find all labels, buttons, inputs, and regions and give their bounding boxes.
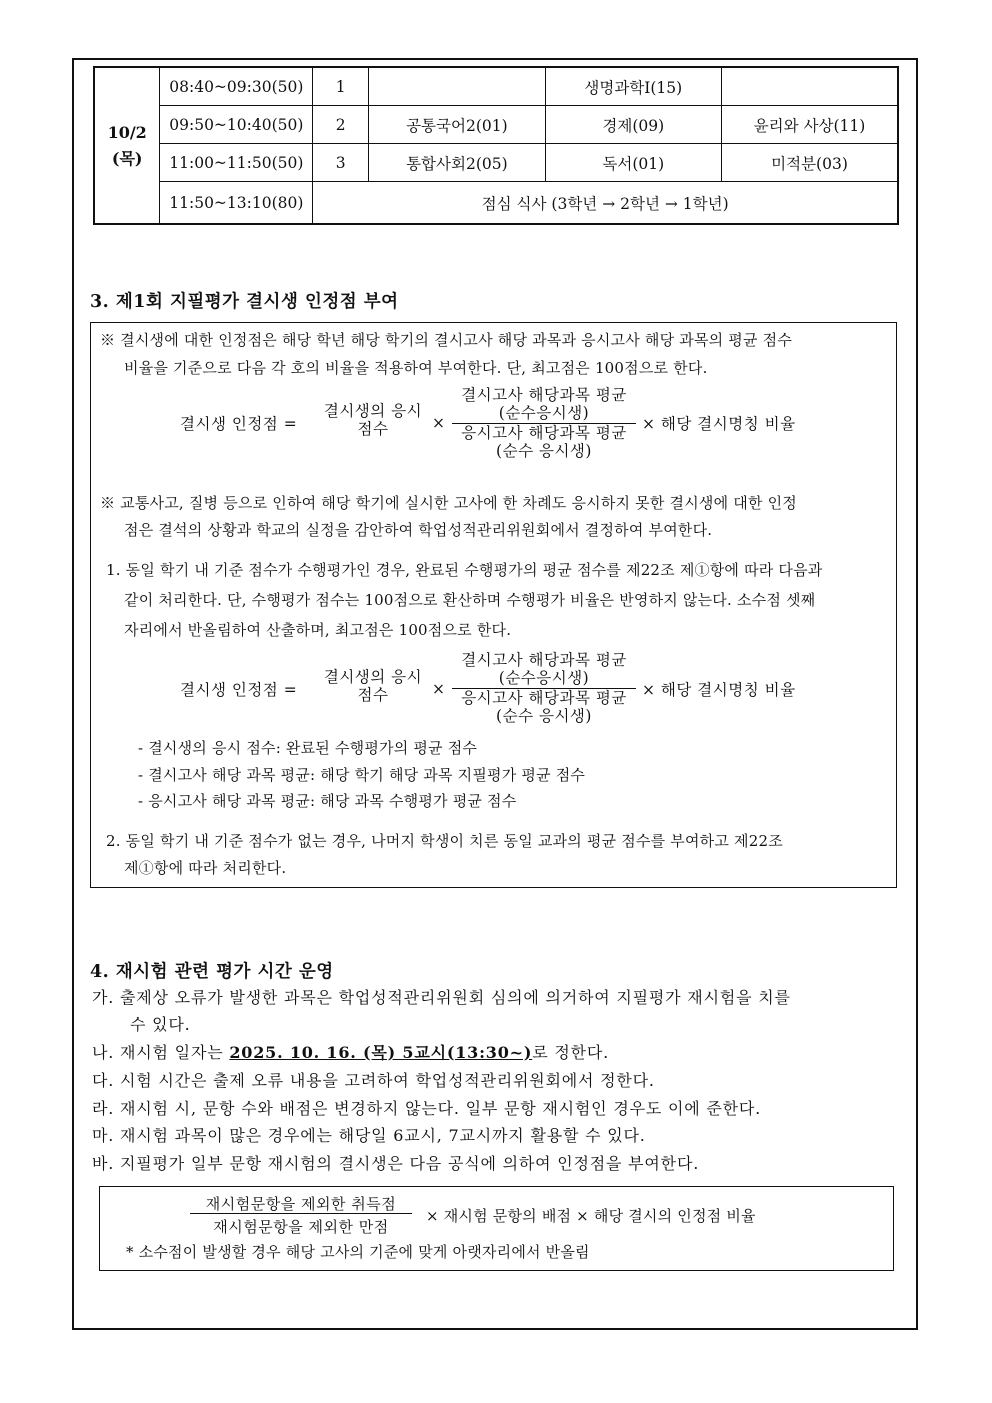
- formula-score: [318, 402, 428, 438]
- note2-line1: ※ 교통사고, 질병 등으로 인하여 해당 학기에 실시한 고사에 한 차례도 응시하지 못한 결시생에 대한 인정: [100, 494, 797, 512]
- list-item-ma: 마. 재시험 과목이 많은 경우에는 해당일 6교시, 7교시까지 활용할 수 있다.: [92, 1126, 646, 1145]
- note2-line2: 점은 결석의 상황과 학교의 실정을 감안하여 학업성적관리위원회에서 결정하여 부여한다.: [124, 521, 713, 539]
- formula-lhs: 결시생 인정점 =: [180, 415, 298, 433]
- na-prefix: 나. 재시험 일자는: [92, 1043, 230, 1062]
- item2-line1: 2. 동일 학기 내 기준 점수가 없는 경우, 나머지 학생이 치른 동일 교과의 평균 점수를 부여하고 제22조: [106, 832, 783, 850]
- formula-score-bottom: 점수: [357, 686, 389, 704]
- formula-numerator: [452, 386, 636, 422]
- formula-denominator: [452, 424, 636, 460]
- formula-denominator: [452, 689, 636, 725]
- dash-item-3: - 응시고사 해당 과목 평균: 해당 과목 수행평가 평균 점수: [138, 792, 517, 810]
- formula-score-top: 결시생의 응시: [323, 402, 423, 420]
- time-cell: 11:00~11:50(50): [160, 144, 313, 182]
- na-suffix: 로 정한다.: [532, 1043, 610, 1062]
- retest-numerator: 재시험문항을 제외한 취득점: [205, 1195, 397, 1213]
- numerator-line2: (순수응시생): [498, 669, 590, 687]
- date-cell: [94, 67, 160, 224]
- table-row: [94, 144, 898, 182]
- denominator-line2: (순수 응시생): [496, 442, 592, 460]
- period-cell: 2: [313, 106, 369, 144]
- exam-weekday: (목): [111, 148, 143, 168]
- period-cell: 3: [313, 144, 369, 182]
- item1-line3: 자리에서 반올림하여 산출하며, 최고점은 100점으로 한다.: [124, 621, 512, 639]
- list-item-ga: 가. 출제상 오류가 발생한 과목은 학업성적관리위원회 심의에 의거하여 지필평가 재시험을 치를: [92, 988, 791, 1007]
- retest-fraction-bar: [190, 1213, 412, 1214]
- lunch-time-cell: 11:50~13:10(80): [160, 182, 313, 225]
- retest-date: 2025. 10. 16. (목) 5교시(13:30~): [229, 1043, 533, 1062]
- exam-schedule-table: [93, 66, 899, 225]
- period-cell: 1: [313, 67, 369, 106]
- numerator-line2: (순수응시생): [498, 404, 590, 422]
- formula-times: ×: [432, 414, 446, 432]
- table-row: [94, 182, 898, 225]
- formula-score: [318, 668, 428, 704]
- section-4-title: 4. 재시험 관련 평가 시간 운영: [90, 962, 334, 982]
- formula-tail: × 해당 결시명칭 비율: [642, 681, 796, 699]
- table-row: [94, 67, 898, 106]
- subject-cell: 생명과학Ⅰ(15): [545, 67, 721, 106]
- note1-line1: ※ 결시생에 대한 인정점은 해당 학년 해당 학기의 결시고사 해당 과목과 응시고사 해당 과목의 평균 점수: [100, 331, 793, 349]
- formula-score-bottom: 점수: [357, 420, 389, 438]
- subject-cell: [369, 67, 545, 106]
- item1-line2: 같이 처리한다. 단, 수행평가 점수는 100점으로 환산하며 수행평가 비율은 반영하지 않는다. 소수점 셋째: [124, 591, 816, 609]
- subject-cell: 통합사회2(05): [369, 144, 545, 182]
- dash-item-2: - 결시고사 해당 과목 평균: 해당 학기 해당 과목 지필평가 평균 점수: [138, 766, 586, 784]
- list-item-ga-cont: 수 있다.: [130, 1015, 191, 1034]
- list-item-ba: 바. 지필평가 일부 문항 재시험의 결시생은 다음 공식에 의하여 인정점을 부여한다.: [92, 1154, 700, 1173]
- formula-times: ×: [432, 680, 446, 698]
- item2-line2: 제①항에 따라 처리한다.: [124, 859, 287, 877]
- time-cell: 08:40~09:30(50): [160, 67, 313, 106]
- denominator-line1: 응시고사 해당과목 평균: [461, 689, 627, 707]
- subject-cell: 윤리와 사상(11): [722, 106, 898, 144]
- subject-cell: [722, 67, 898, 106]
- section-3-title: 3. 제1회 지필평가 결시생 인정점 부여: [90, 292, 399, 312]
- retest-footnote: * 소수점이 발생할 경우 해당 고사의 기준에 맞게 아랫자리에서 반올림: [126, 1243, 590, 1261]
- subject-cell: 경제(09): [545, 106, 721, 144]
- note1-line2: 비율을 기준으로 다음 각 호의 비율을 적용하여 부여한다. 단, 최고점은 100점으로 한다.: [124, 359, 708, 377]
- time-cell: 09:50~10:40(50): [160, 106, 313, 144]
- list-item-da: 다. 시험 시간은 출제 오류 내용을 고려하여 학업성적관리위원회에서 정한다.: [92, 1071, 655, 1090]
- formula-numerator: [452, 651, 636, 687]
- denominator-line2: (순수 응시생): [496, 707, 592, 725]
- table-row: [94, 106, 898, 144]
- exam-date: 10/2: [107, 122, 147, 142]
- lunch-label-cell: 점심 식사 (3학년 → 2학년 → 1학년): [313, 182, 898, 225]
- retest-denominator: 재시험문항을 제외한 만점: [213, 1218, 389, 1236]
- numerator-line1: 결시고사 해당과목 평균: [461, 386, 627, 404]
- subject-cell: 독서(01): [545, 144, 721, 182]
- subject-cell: 미적분(03): [722, 144, 898, 182]
- retest-formula-tail: × 재시험 문항의 배점 × 해당 결시의 인정점 비율: [426, 1207, 756, 1225]
- formula-lhs: 결시생 인정점 =: [180, 681, 298, 699]
- formula-score-top: 결시생의 응시: [323, 668, 423, 686]
- subject-cell: 공통국어2(01): [369, 106, 545, 144]
- list-item-na: [92, 1043, 609, 1063]
- list-item-ra: 라. 재시험 시, 문항 수와 배점은 변경하지 않는다. 일부 문항 재시험인 경우도 이에 준한다.: [92, 1099, 762, 1118]
- dash-item-1: - 결시생의 응시 점수: 완료된 수행평가의 평균 점수: [138, 739, 478, 757]
- numerator-line1: 결시고사 해당과목 평균: [461, 651, 627, 669]
- formula-tail: × 해당 결시명칭 비율: [642, 415, 796, 433]
- item1-line1: 1. 동일 학기 내 기준 점수가 수행평가인 경우, 완료된 수행평가의 평균 점수를 제22조 제①항에 따라 다음과: [106, 561, 823, 579]
- denominator-line1: 응시고사 해당과목 평균: [461, 424, 627, 442]
